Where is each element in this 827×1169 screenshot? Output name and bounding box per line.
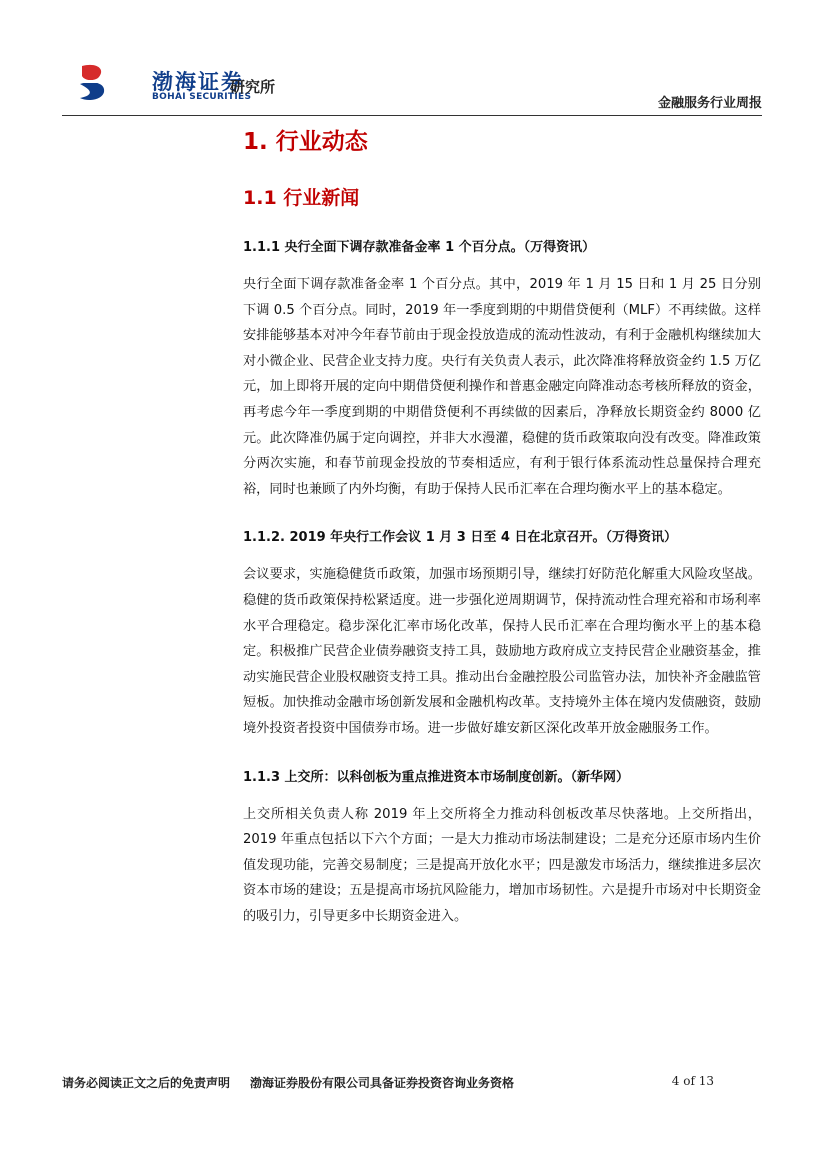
report-title: 金融服务行业周报 bbox=[657, 96, 762, 111]
logo-chinese-name: 渤海证券 bbox=[152, 70, 244, 94]
news-heading-2: 1.1.2. 2019 年央行工作会议 1 月 3 日至 4 日在北京召开。（万得资讯） bbox=[243, 530, 677, 546]
news-heading-1: 1.1.1 央行全面下调存款准备金率 1 个百分点。（万得资讯） bbox=[243, 240, 596, 255]
news-paragraph-2: 会议要求，实施稳健货币政策，加强市场预期引导，继续打好防范化解重大风险攻坚战。稳健的货币政策保持松紧适度。进一步强化逆周期调节，保持流动性合理充裕和市场利率水平合理稳定。稳步深化汇率市场化改革，保持人民币汇率在合理均衡水平上的基本稳定。积极推广民营企业债券融资支持工具，鼓励地方政府成立支持民营企业融资基金，推动实施民营企业股权融资支持工具。推动出台金融控股公司监管办法，加快补齐金融监管短板。加快推动金融市场创新发展和金融机构改革。支持境外主体在境内发债融资，鼓励境外投资者投资中国债券市场。进一步做好雄安新区深化改革开放金融服务工作。 bbox=[243, 567, 761, 736]
page-header bbox=[62, 56, 762, 114]
news-paragraph-3: 上交所相关负责人称 2019 年上交所将全力推动科创板改革尽快落地。上交所指出，2019 年重点包括以下六个方面；一是大力推动市场法制建设；二是充分还原市场内生价值发现功能，完善交易制度；三是提高开放化水平；四是激发市场活力，继续推进多层次资本市场的建设；五是提高市场抗风险能力，增加市场韧性。六是提升市场对中长期资金的吸引力，引导更多中长期资金进入。 bbox=[243, 806, 761, 924]
bohai-logo-icon bbox=[76, 62, 110, 102]
logo-english-name: BOHAI SECURITIES bbox=[152, 92, 252, 102]
page-footer bbox=[62, 1074, 714, 1091]
main-content bbox=[243, 118, 761, 929]
header-divider bbox=[62, 115, 762, 116]
news-heading-3: 1.1.3 上交所：以科创板为重点推进资本市场制度创新。（新华网） bbox=[243, 769, 630, 785]
news-paragraph-1: 央行全面下调存款准备金率 1 个百分点。其中，2019 年 1 月 15 日和 1 月 25 日分别下调 0.5 个百分点。同时，2019 年一季度到期的中期借贷便利（MLF）不再续做。这样安排能够基本对冲今年春节前由于现金投放造成的流动性波动，有利于金融机构继续加大对小微企业、民营企业支持力度。央行有关负责人表示，此次降准将释放资金约 1.5 万亿元，加上即将开展的定向中期借贷便利操作和普惠金融定向降准动态考核所释放的资金，再考虑今年一季度到期的中期借贷便利不再续做的因素后，净释放长期资金约 8000 亿元。此次降准仍属于定向调控，并非大水漫灌，稳健的货币政策取向没有改变。降准政策分两次实施，和春节前现金投放的节奏相适应，有利于银行体系流动性总量保持合理充裕，同时也兼顾了内外均衡，有助于保持人民币汇率在合理均衡水平上的基本稳定。 bbox=[243, 277, 761, 497]
footer-qualification: 渤海证券股份有限公司具备证券投资咨询业务资格 bbox=[250, 1076, 515, 1090]
page-number: 4 of 13 bbox=[671, 1074, 714, 1088]
institute-label: 研究所 bbox=[230, 78, 276, 96]
footer-disclaimer: 请务必阅读正文之后的免责声明 bbox=[62, 1076, 231, 1090]
section-heading: 1. 行业动态 bbox=[243, 129, 368, 155]
subsection-heading: 1.1 行业新闻 bbox=[243, 187, 360, 209]
